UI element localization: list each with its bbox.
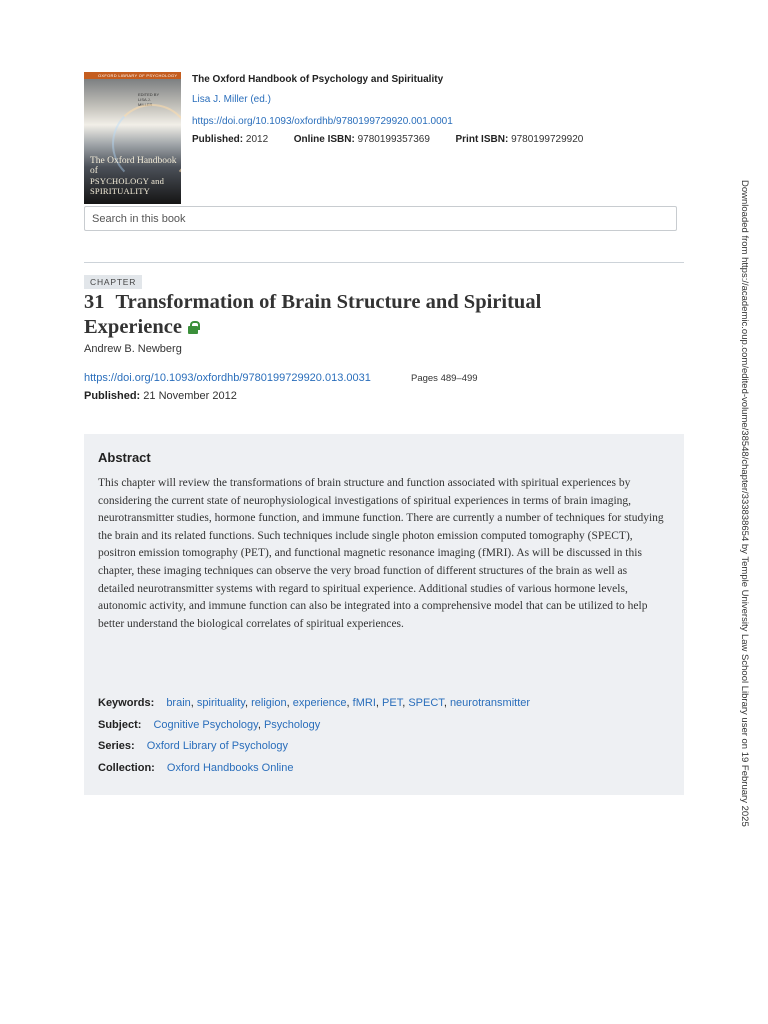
keywords-label: Keywords: (98, 697, 155, 709)
keyword-link[interactable]: neurotransmitter (449, 697, 531, 709)
online-isbn-label: Online ISBN: (293, 134, 355, 145)
book-cover-image[interactable] (84, 72, 181, 204)
book-publication-meta (192, 133, 583, 146)
chapter-published-label: Published: (84, 390, 141, 402)
keyword-link[interactable]: brain (166, 697, 191, 709)
chapter-title (84, 290, 644, 340)
print-isbn-value: 9780199729920 (511, 134, 584, 145)
collection-link[interactable]: Oxford Handbooks Online (166, 762, 294, 774)
chapter-number: 31 (84, 291, 105, 313)
book-published-label: Published: (192, 134, 244, 145)
subject-row: Subject: Cognitive Psychology, Psychology (98, 719, 321, 731)
subject-link[interactable]: Cognitive Psychology (153, 719, 258, 731)
book-search-input[interactable] (84, 206, 677, 231)
online-isbn-value: 9780199357369 (357, 134, 430, 145)
chapter-published (84, 390, 237, 402)
chapter-author: Andrew B. Newberg (84, 343, 182, 355)
cover-title: The Oxford Handbook of PSYCHOLOGY and SPIRITUALITY (90, 156, 177, 196)
cover-editor: EDITED BY LISA J. MILLER (138, 92, 160, 107)
keyword-link[interactable]: SPECT (408, 697, 444, 709)
section-divider (84, 262, 684, 263)
book-editor-link[interactable]: Lisa J. Miller (ed.) (192, 94, 271, 105)
book-published-value: 2012 (245, 134, 269, 145)
book-title[interactable]: The Oxford Handbook of Psychology and Spirituality (192, 74, 444, 85)
chapter-doi-link[interactable]: https://doi.org/10.1093/oxfordhb/9780199729920.013.0031 (84, 372, 371, 384)
chapter-pages: Pages 489–499 (411, 373, 478, 384)
chapter-title-text: Transformation of Brain Structure and Spiritual Experience (84, 291, 542, 338)
keyword-link[interactable]: spirituality (196, 697, 245, 709)
print-isbn-label: Print ISBN: (455, 134, 509, 145)
abstract-text: This chapter will review the transformations of brain structure and function associated with spiritual experiences by considering the current state of neurophysiological investigations of spiritual experiences in terms of brain imaging, neurotransmitter studies, hormone function, and immune function. There are currently a number of techniques for studying the brain and its related functions. Such techniques include single photon emission computed tomography (SPECT), positron emission tomography (PET), and functional magnetic resonance imaging (fMRI). As will be discussed in this chapter, these imaging techniques can observe the very broad function of different structures of the brain as well as detailed neurotransmitter systems with regard to spiritual experience. Additional studies of various hormone levels, autonomic activity, and immune function can also be integrated into a comprehensive model that can be utilized to help better understand the biological correlates of spiritual experiences. (98, 477, 664, 630)
subject-label: Subject: (98, 719, 142, 731)
open-access-lock-icon (188, 321, 198, 334)
keyword-link[interactable]: fMRI (352, 697, 376, 709)
series-link[interactable]: Oxford Library of Psychology (146, 740, 288, 752)
collection-label: Collection: (98, 762, 155, 774)
download-notice: Downloaded from https://academic.oup.com/edited-volume/38548/chapter/333838654 by Temple University Law School Library user on 19 February 2025 (739, 180, 750, 827)
chapter-published-value: 21 November 2012 (143, 390, 237, 402)
book-doi-link[interactable]: https://doi.org/10.1093/oxfordhb/9780199729920.001.0001 (192, 116, 453, 127)
subject-link[interactable]: Psychology (263, 719, 321, 731)
collection-row (98, 762, 293, 774)
keyword-link[interactable]: experience (292, 697, 347, 709)
series-label: Series: (98, 740, 135, 752)
chapter-badge: CHAPTER (84, 275, 142, 289)
book-header (84, 72, 684, 204)
keyword-link[interactable]: religion (251, 697, 287, 709)
abstract-panel (84, 434, 684, 795)
keywords-row: Keywords: brain, spirituality, religion, experience, fMRI, PET, SPECT, neurotransmitter (98, 697, 531, 709)
cover-series-band: OXFORD LIBRARY OF PSYCHOLOGY (84, 72, 181, 79)
abstract-heading: Abstract (98, 450, 151, 465)
series-row (98, 740, 288, 752)
keyword-link[interactable]: PET (382, 697, 403, 709)
